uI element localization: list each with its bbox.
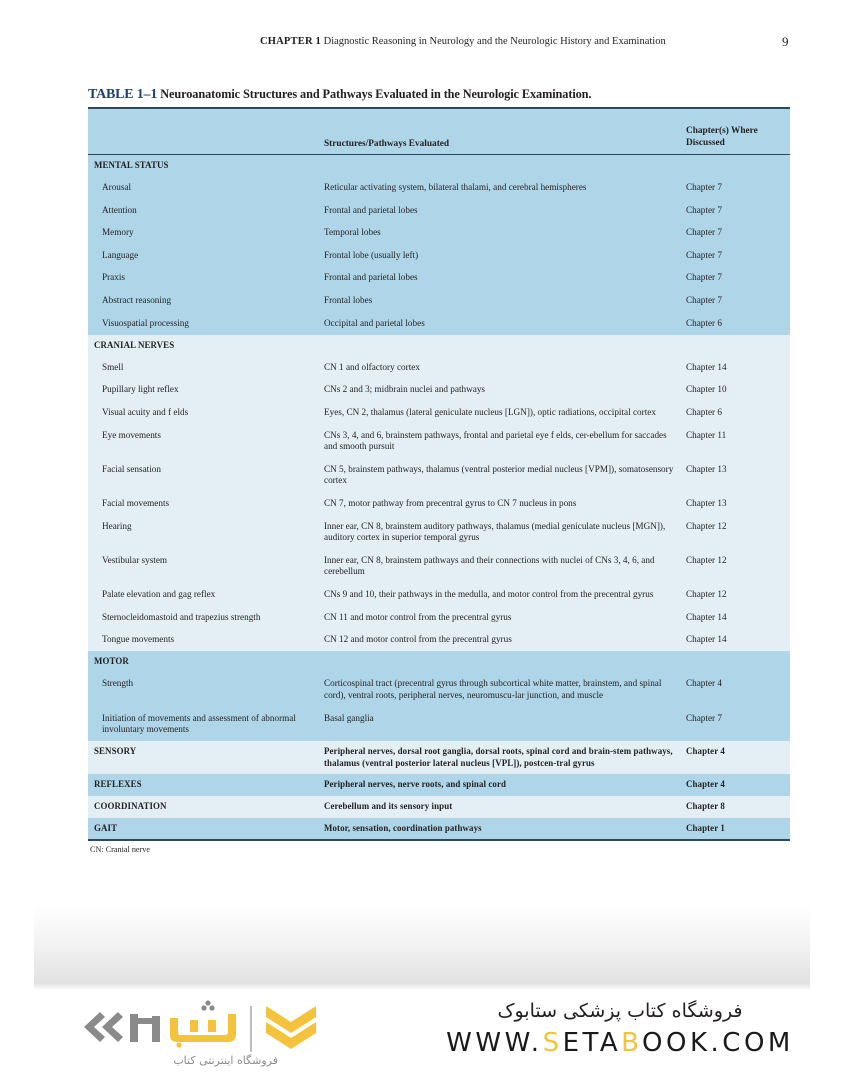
row-chapter: Chapter 4 bbox=[686, 741, 790, 774]
row-label bbox=[88, 379, 324, 402]
row-structures: Motor, sensation, coordination pathways bbox=[324, 818, 686, 841]
row-label-text: Hearing bbox=[102, 520, 132, 531]
row-label-text: Smell bbox=[102, 361, 124, 372]
running-head-text bbox=[260, 36, 666, 47]
table-row bbox=[88, 356, 790, 379]
section-label: COORDINATION bbox=[88, 796, 324, 818]
row-chapter: Chapter 14 bbox=[686, 629, 790, 652]
brand-subtitle: فروشگاه اینترنتی کتاب bbox=[173, 1054, 278, 1067]
site-info bbox=[430, 996, 810, 1060]
row-chapter: Chapter 7 bbox=[686, 199, 790, 222]
row-chapter bbox=[686, 155, 790, 177]
row-label-text: Pupillary light reflex bbox=[102, 384, 179, 395]
row-label bbox=[88, 707, 324, 741]
row-label bbox=[88, 629, 324, 652]
row-chapter: Chapter 7 bbox=[686, 244, 790, 267]
section-label: REFLEXES bbox=[88, 774, 324, 796]
row-structures: Cerebellum and its sensory input bbox=[324, 796, 686, 818]
table-caption-text: Neuroanatomic Structures and Pathways Evaluated in the Neurologic Examination. bbox=[160, 87, 592, 101]
row-chapter: Chapter 8 bbox=[686, 796, 790, 818]
row-label bbox=[88, 356, 324, 379]
table-section-row bbox=[88, 335, 790, 357]
row-chapter: Chapter 4 bbox=[686, 673, 790, 707]
table-header-row bbox=[88, 108, 790, 155]
row-label-text: Arousal bbox=[102, 182, 132, 193]
page-number: 9 bbox=[782, 34, 789, 49]
table-row bbox=[88, 707, 790, 741]
row-structures: CN 11 and motor control from the precentral gyrus bbox=[324, 606, 686, 629]
table-section-row bbox=[88, 818, 790, 841]
row-structures: Corticospinal tract (precentral gyrus through subcortical white matter, brainstem, and spinal cord), ventral roots, peripheral nerves, neuromuscu-lar junction, and muscle bbox=[324, 673, 686, 707]
row-structures: Frontal lobe (usually left) bbox=[324, 244, 686, 267]
section-label: GAIT bbox=[88, 818, 324, 841]
table-row bbox=[88, 458, 790, 492]
row-label bbox=[88, 199, 324, 222]
row-chapter: Chapter 14 bbox=[686, 356, 790, 379]
column-header-chapters-line2: Discussed bbox=[686, 137, 725, 148]
table-section-row bbox=[88, 155, 790, 177]
row-structures: CNs 3, 4, and 6, brainstem pathways, frontal and parietal eye f elds, cer-ebellum for saccades and smooth pursuit bbox=[324, 424, 686, 458]
setabook-logo bbox=[78, 998, 328, 1076]
table-row bbox=[88, 312, 790, 335]
table-row bbox=[88, 379, 790, 402]
site-url-segment: OOK.COM bbox=[642, 1028, 794, 1058]
site-url-segment: B bbox=[621, 1028, 643, 1058]
row-chapter bbox=[686, 651, 790, 673]
row-chapter: Chapter 7 bbox=[686, 290, 790, 313]
row-label bbox=[88, 549, 324, 583]
row-label-text: Facial sensation bbox=[102, 463, 161, 474]
row-chapter: Chapter 14 bbox=[686, 606, 790, 629]
row-structures: Frontal and parietal lobes bbox=[324, 267, 686, 290]
table-row bbox=[88, 629, 790, 652]
table-row bbox=[88, 515, 790, 549]
column-header-chapters bbox=[686, 108, 790, 155]
setabook-logo-mark bbox=[78, 998, 328, 1056]
row-label bbox=[88, 424, 324, 458]
row-chapter: Chapter 13 bbox=[686, 493, 790, 516]
row-label-text: Language bbox=[102, 249, 139, 260]
table-header bbox=[88, 108, 790, 155]
site-url-segment: WWW. bbox=[446, 1028, 543, 1058]
section-label: CRANIAL NERVES bbox=[88, 335, 324, 357]
site-persian-title: فروشگاه کتاب پزشکی ستابوک bbox=[497, 1000, 743, 1022]
row-structures: Frontal lobes bbox=[324, 290, 686, 313]
row-label bbox=[88, 290, 324, 313]
section-label: SENSORY bbox=[88, 741, 324, 774]
row-label bbox=[88, 493, 324, 516]
site-url[interactable] bbox=[430, 1026, 810, 1060]
row-label-text: Praxis bbox=[102, 272, 125, 283]
row-label bbox=[88, 244, 324, 267]
row-label bbox=[88, 515, 324, 549]
row-chapter: Chapter 7 bbox=[686, 267, 790, 290]
row-chapter: Chapter 10 bbox=[686, 379, 790, 402]
row-label bbox=[88, 606, 324, 629]
table-row bbox=[88, 493, 790, 516]
table-footnote: CN: Cranial nerve bbox=[90, 845, 151, 855]
row-structures bbox=[324, 651, 686, 673]
row-structures: Inner ear, CN 8, brainstem pathways and their connections with nuclei of CNs 3, 4, 6, and cerebellum bbox=[324, 549, 686, 583]
row-chapter: Chapter 12 bbox=[686, 583, 790, 606]
row-chapter: Chapter 7 bbox=[686, 222, 790, 245]
row-chapter: Chapter 12 bbox=[686, 515, 790, 549]
row-structures bbox=[324, 335, 686, 357]
table-row bbox=[88, 424, 790, 458]
row-label-text: Attention bbox=[102, 204, 137, 215]
page-footer bbox=[0, 990, 844, 1080]
row-chapter: Chapter 1 bbox=[686, 818, 790, 841]
table-row bbox=[88, 267, 790, 290]
row-chapter: Chapter 4 bbox=[686, 774, 790, 796]
table-block bbox=[88, 86, 790, 854]
row-structures: Occipital and parietal lobes bbox=[324, 312, 686, 335]
section-label: MENTAL STATUS bbox=[88, 155, 324, 177]
row-structures: Peripheral nerves, nerve roots, and spinal cord bbox=[324, 774, 686, 796]
row-structures: Peripheral nerves, dorsal root ganglia, dorsal roots, spinal cord and brain-stem pathways, thalamus (ventral posterior lateral nucleus [VPL]), postcen-tral gyrus bbox=[324, 741, 686, 774]
column-header-category bbox=[88, 108, 324, 155]
row-label bbox=[88, 222, 324, 245]
row-label-text: Visual acuity and f elds bbox=[102, 407, 189, 418]
row-label bbox=[88, 267, 324, 290]
row-chapter: Chapter 13 bbox=[686, 458, 790, 492]
row-label-text: Memory bbox=[102, 227, 134, 238]
row-chapter: Chapter 7 bbox=[686, 177, 790, 200]
table-caption bbox=[88, 86, 790, 107]
table-row bbox=[88, 177, 790, 200]
row-label bbox=[88, 458, 324, 492]
row-label-text: Tongue movements bbox=[102, 634, 175, 645]
row-structures bbox=[324, 155, 686, 177]
row-structures: Temporal lobes bbox=[324, 222, 686, 245]
table-section-row bbox=[88, 741, 790, 774]
row-structures: Eyes, CN 2, thalamus (lateral geniculate nucleus [LGN]), optic radiations, occipital cortex bbox=[324, 402, 686, 425]
running-head-title: Diagnostic Reasoning in Neurology and the Neurologic History and Examination bbox=[323, 36, 666, 47]
row-chapter: Chapter 6 bbox=[686, 312, 790, 335]
row-structures: CN 12 and motor control from the precentral gyrus bbox=[324, 629, 686, 652]
table-row bbox=[88, 673, 790, 707]
row-structures: CNs 9 and 10, their pathways in the medulla, and motor control from the precentral gyrus bbox=[324, 583, 686, 606]
site-url-segment: ETA bbox=[562, 1028, 622, 1058]
row-structures: CN 7, motor pathway from precentral gyrus to CN 7 nucleus in pons bbox=[324, 493, 686, 516]
table-row bbox=[88, 583, 790, 606]
section-label: MOTOR bbox=[88, 651, 324, 673]
row-structures: Frontal and parietal lobes bbox=[324, 199, 686, 222]
column-header-chapters-line1: Chapter(s) Where bbox=[686, 126, 758, 136]
row-label-text: Facial movements bbox=[102, 498, 170, 508]
row-label-text: Initiation of movements and assessment of abnormal involuntary movements bbox=[102, 712, 296, 735]
running-head-chapter-label: CHAPTER 1 bbox=[260, 36, 322, 47]
column-header-structures: Structures/Pathways Evaluated bbox=[324, 108, 686, 155]
row-chapter bbox=[686, 335, 790, 357]
row-structures: Reticular activating system, bilateral thalami, and cerebral hemispheres bbox=[324, 177, 686, 200]
table-row bbox=[88, 549, 790, 583]
table-section-row bbox=[88, 774, 790, 796]
table-body bbox=[88, 155, 790, 841]
table-row bbox=[88, 244, 790, 267]
watermark-gradient-band bbox=[34, 905, 810, 990]
row-structures: CNs 2 and 3; midbrain nuclei and pathways bbox=[324, 379, 686, 402]
row-label-text: Abstract reasoning bbox=[102, 295, 172, 306]
table-number: TABLE 1–1 bbox=[88, 87, 158, 102]
row-structures: CN 5, brainstem pathways, thalamus (ventral posterior medial nucleus [VPM]), somatosensory cortex bbox=[324, 458, 686, 492]
row-label bbox=[88, 673, 324, 707]
row-label bbox=[88, 312, 324, 335]
row-label-text: Palate elevation and gag reflex bbox=[102, 588, 216, 599]
table-row bbox=[88, 199, 790, 222]
row-structures: Inner ear, CN 8, brainstem auditory pathways, thalamus (medial geniculate nucleus [MGN]), auditory cortex in superior temporal gyrus bbox=[324, 515, 686, 549]
row-label bbox=[88, 583, 324, 606]
row-label bbox=[88, 402, 324, 425]
row-label-text: Visuospatial processing bbox=[102, 317, 189, 328]
row-structures: Basal ganglia bbox=[324, 707, 686, 741]
row-chapter: Chapter 11 bbox=[686, 424, 790, 458]
table-row bbox=[88, 606, 790, 629]
row-label-text: Sternocleidomastoid and trapezius strength bbox=[102, 611, 261, 622]
table-row bbox=[88, 290, 790, 313]
site-url-segment: S bbox=[542, 1028, 563, 1058]
row-chapter: Chapter 7 bbox=[686, 707, 790, 741]
row-chapter: Chapter 6 bbox=[686, 402, 790, 425]
table-section-row bbox=[88, 796, 790, 818]
row-label-text: Vestibular system bbox=[102, 554, 168, 565]
row-label bbox=[88, 177, 324, 200]
row-structures: CN 1 and olfactory cortex bbox=[324, 356, 686, 379]
table-row bbox=[88, 222, 790, 245]
row-label-text: Strength bbox=[102, 678, 134, 689]
running-head bbox=[0, 36, 844, 54]
neuroanatomic-structures-table bbox=[88, 107, 790, 841]
row-chapter: Chapter 12 bbox=[686, 549, 790, 583]
table-section-row bbox=[88, 651, 790, 673]
table-row bbox=[88, 402, 790, 425]
row-label-text: Eye movements bbox=[102, 429, 161, 440]
